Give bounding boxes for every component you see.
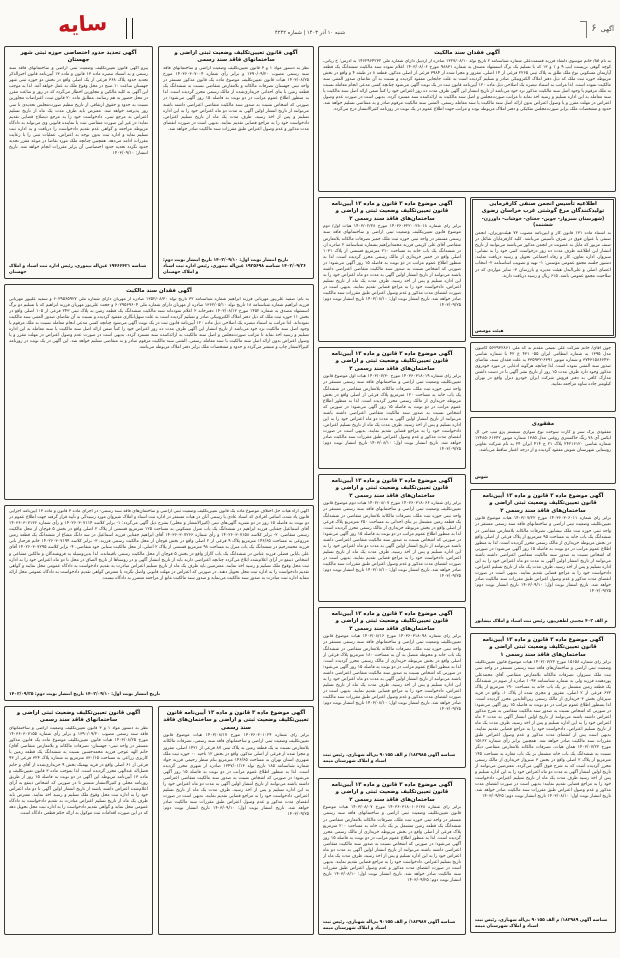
page-number: ۶: [591, 23, 597, 34]
ad-body: پیرو آگهی قانون تعیین‌تکلیف وضعیت ثبتی اراضی و ساختمانهای فاقد سند رسمی و به استناد تبصره ماده ۱۳ قانون و ماده ۱۳ آیین‌نامه قانون اخیرالذکر تحدید حدود پلاک ۳۶۸ فرعی از یک اصلی واقع در بخش دو حوزه ثبتی شهر جهستان ساعت ۱۰ صبح در محل وقوع ملک به عمل خواهد آمد. لذا به موجب این آگهی به کلیه مالکین و مجاورین اخطار می‌گردد که در روز و ساعت مقرر در محل حضور به هم رسانند. مطابق ماده ۲۰ قانون ثبت، اعتراضات مجاورین نسبت به حدود و حقوق ارتفاقی از تاریخ تنظیم صورت‌مجلس تحدیدی تا سی روز پذیرفته خواهد شد. معترض باید ظرف مدت یک ماه از تاریخ تسلیم اعتراض به مرجع ثبتی، دادخواست خود را به مرجع ذیصلاح قضایی تقدیم نماید؛ در غیر این صورت متقاضی ثبت یا نماینده قانونی وی می‌تواند به دادگاه مربوطه مراجعه و گواهی عدم تقدیم دادخواست را دریافت و به اداره ثبت تسلیم نماید و اداره ثبت بدون توجه به اعتراض، عملیات ثبتی را با رعایت مقررات ادامه می‌دهد. همچنین چنانچه ملک مورد تقاضا در موعد مقرر تحدید حدود نگردد تحدید حدود اختصاصی آن برابر مقررات انجام خواهد شد. تاریخ انتشار: ۱۴۰۳/۰۹/۱۰: [9, 66, 148, 157]
ad-title: آگهی قانون تعیین‌تکلیف وضعیت ثبتی اراضی و ساختمانهای فاقد سند رسمی: [174, 50, 298, 64]
ad-signature: هیئت موسس: [475, 329, 504, 335]
ad-title: مفقودی: [531, 421, 555, 427]
ad-title: آگهی موضوع ماده ۳ قانون و ماده ۱۳ آیین‌نامه قانون تعیین‌تکلیف وضعیت ثبتی و اراضی و ساختمان‌های فاقد سند رسمی ۲: [331, 351, 453, 372]
ad-body: به نام آقا/ خانم موسوی دلشاد فرزند قسمت‌علی شماره شناسنامه ۲ تاریخ تولد ۱۳۲۷/۰۸/۱۰ صادره از اردبیل دارای شماره ملی ۱۴۶۲۹۶۴۲۳۲ به آدرس: خ زیاتی، کوچه گوهر، بن‌بست ایپ ۹ و ۱ و ۱۳ که با تسلیم یک برگ استشهاد مصدق به شماره ۹۸۸۳۱ مورخ ۱۴۰۳/۰۸/۰۶ اعلام نموده سند مالکیت ششدانگ یک قطعه آپارتمان مسکونی نوع ملک طلق به پلاک ثبتی ۲۲۶۵ فرعی از ۱۴ اصلی، مفروز و مجزا شده از ۳۹۸۴ فرعی از اصلی مذکور، قطعه ۸ در طبقه ۴ و واقع در بخش مربوطه حوزه ثبت ملک که ذیل دفتر املاک الکترونیکی صادر و تسلیم گردیده است به علت جابجایی مفقود گردیده و نسبت به آن تقاضای صدور المثنی سند مالکیت نموده است. لذا مراتب به استناد تبصره یک اصلاحی ذیل ماده ۱۲۰ آیین‌نامه قانون ثبت در یک نوبت آگهی می‌شود چنانچه کسی مدعی انجام معامله نسبت به ملک مرقوم یا وجود اصل سند مالکیت مذکور نزد خود می‌باشد از تاریخ انتشار این آگهی ظرف مدت ده روز اعتراض خود را کتباً ضمن ارائه اصل سند مالکیت یا سند معامله به این اداره تسلیم و رسید اخذ نماید تا مراتب صورت‌مجلس و اصل سند مالکیت به ارائه‌کننده سند مسترد گردد. بدیهی است در صورت عدم وصول اعتراض در مهلت مقرر و یا وصول اعتراض بدون ارائه اصل سند مالکیت یا سند معامله رسمی، المثنی سند مالکیت مرقوم صادر و به متقاضی تسلیم خواهد شد. حدود و مشخصات ملک برابر صورت‌مجلس تفکیکی و دفتر املاک مربوطه بوده و مراتب جهت اطلاع عموم در یک نوبت در روزنامه کثیرالانتشار درج می‌گردد.: [323, 58, 611, 113]
ad-body: چون آقای/ خانم شرکت علی نعیمی مقدم به کد ملی ۵۶۲۹۳۲۸۶۱ کامیون مدل ۱۳۹۵ به شماره انتظامی ایران ۵۵- ۴۳۱ ع ۴۲ با شماره شاسی ۳۷۴۳۱۵۸۶۶۴۳۰ و شماره موتور ۶۳۹۱-۳۳۵۹۳۲ به علت فقدان سند، تقاضای صدور سند المثنی نموده است. لذا چنانچه هرگونه ادعایی در مورد خودروی مذکور وجود دارد ظرف مدت ۱۵ روز از تاریخ نشر آگهی با در دست داشتن مدارک کافی به دفتر فروش شرکت ایران خودرو دیزل واقع در تهران کیلومتر جاده ساوه مراجعه نمایید.: [475, 346, 611, 388]
ad-title: آگهی تحدید حدود اختصاصی حوزه ثبتی شهر جهستان: [20, 50, 137, 64]
ad-title: اطلاعیه تأسیس انجمن صنفی کارفرمایی تولیدکنندگان مرغ گوشتی غرب خراسان رضوی: [481, 201, 605, 215]
section-label: آگهی: [600, 25, 614, 33]
ad-association-founding-notice: [470, 197, 616, 338]
ad-body: برابر رأی شماره ۱۴۰۳۶۰۳۱۸۰۱۰۶۱۳۸ مورخ ۱۴۰۳/۰۸/۰۷ هیات موضوع قانون تعیین‌تکلیف وضعیت ثبتی اراضی و ساختمانهای فاقد سند رسمی مستقر در واحد ثبتی حوزه ثبت ملک، تصرفات مالکانه بلامعارض متقاضی در ششدانگ یک قطعه زمین مشتمل بر یک باب خانه به مساحت ۲۰۰ مترمربع پلاک فرعی از اصلی واقع در بخش مربوطه خریداری از مالک رسمی محرز گردیده است. لذا به منظور اطلاع عموم مراتب در دو نوبت به فاصله ۱۵ روز آگهی می‌شود؛ در صورتی که اشخاص نسبت به صدور سند مالکیت متقاضی اعتراضی داشته باشند می‌توانند از تاریخ انتشار اولین آگهی به مدت دو ماه اعتراض خود را به این اداره تسلیم و پس از اخذ رسید، ظرف مدت یک ماه از تاریخ تسلیم اعتراض، دادخواست خود را به مراجع قضایی تقدیم نمایند. بدیهی است در صورت انقضای مدت مذکور و عدم وصول اعتراض طبق مقررات سند مالکیت صادر خواهد شد. تاریخ انتشار نوبت اول: ۱۴۰۳/۰۸/۱۰ تاریخ انتشار نوبت دوم: ۱۴۰۳/۰۹/۲۵: [323, 805, 461, 884]
ad-dispute-board-verdicts: [4, 505, 314, 701]
ad-article3-5: [318, 778, 466, 935]
ad-title: آگهی موضوع ماده ۳ قانون و ماده ۱۳ آیین‌نامه قانون تعیین‌تکلیف وضعیت ثبتی و اراضی و ساختمان‌های فاقد سند رسمی ۲: [331, 611, 453, 632]
ad-signature: شناسه آگهی ۱۸۳۹۸۹/ م الف ۹۰۱۵۵ بی‌اله شهبازی، رئیس ثبت اسناد و املاک شهرستان میمه: [475, 918, 608, 930]
ad-signature: شناسه آگهی ۱۸۳۹۸۷/ م الف ۹۰۱۵۵ بی‌اله شهبازی، رئیس ثبت اسناد و املاک شهرستان میمه: [323, 920, 456, 932]
ad-lost-deed-wide: [318, 46, 616, 192]
ad-signature: شناسه ۱۹۴۶۶۴۳۱ عین‌اله تیموری، رئیس اداره ثبت اسناد و املاک جهستان: [9, 264, 147, 276]
ad-body: نظر به دستور مواد ۱ و ۳ قانون تعیین‌تکلیف وضعیت اراضی و ساختمانهای فاقد سند رسمی مصوب ۱۳۹۰/۰۹/۲۰ و برابر رأی شماره ۱۴۰۳۶۰۳۰۷۰۰۴ مورخ ۱۴۰۳/۰۸/۲۵ هیات قانون تعیین‌تکلیف موضوع ماده یک قانون مذکور مستقر در واحد ثبتی جهستان تصرفات مالکانه و بلامعارض متقاضی نسبت به ششدانگ یک قطعه زمین با بنای احداثی خریداری‌شده از مالک رسمی محرز گردیده است. لذا به منظور اطلاع عموم مراتب در دو نوبت به فاصله ۱۵ روز آگهی می‌شود؛ در صورتی که اشخاص نسبت به صدور سند مالکیت متقاضی اعتراضی داشته باشند می‌توانند از تاریخ انتشار اولین آگهی به مدت دو ماه اعتراض خود را به این اداره تسلیم و پس از اخذ رسید، ظرف مدت یک ماه از تاریخ تسلیم اعتراض، دادخواست خود را به مراجع قضایی تقدیم نمایند. بدیهی است در صورت انقضای مدت مذکور و عدم وصول اعتراض طبق مقررات سند مالکیت صادر خواهد شد.: [163, 66, 309, 132]
ad-title: آگهی موضوع ماده ۳ قانون و ماده ۱۳ آیین‌نامه قانون تعیین‌تکلیف وضعیت ثبتی و اراضی و ساختمان‌های فاقد سند رسمی ۲: [331, 782, 453, 803]
date-line: شنبه ۱۰ آذر ۱۴۰۳ | شماره ۴۲۴۲: [274, 30, 346, 36]
ad-signature: تاریخ انتشار نوبت اول: ۱۴۰۳/۰۹/۱۰ تاریخ انتشار نوبت دوم: ۱۴۰۳/۰۹/۲۶ شناسه ۱۹۳۵۶۹۸ عین‌اله تیموری، رئیس اداره ثبت اسناد و املاک جهستان: [163, 258, 306, 276]
ad-title: آگهی موضوع ماده ۳ قانون و ماده ۱۳ آیین‌نامه قانون تعیین‌تکلیف وضعیت ثبتی و اراضی و ساختمان‌های فاقد سند رسمی ۲: [331, 201, 453, 222]
ad-subtitle: (شهرستان سبزوار- جوین- جغتای- خوشاب- داورزن- ششتمد): [481, 217, 605, 229]
ad-body: برابر رأی شماره ۱۵۱۵۸ مورخ ۱۴۰۳/۰۷/۲۲ هیات موضوع قانون تعیین‌تکلیف وضعیت ثبتی اراضی و ساختمان‌های فاقد سند رسمی مستقر در واحد ثبتی ثبت ملک سبزوار، تصرفات مالکانه بلامعارض متقاضی آقای محمدعلی پوردهنده فرزند ولی به شماره شناسنامه ۱۰۹۳ صادره از صوم در ششدانگ یک قطعه زمین مشتمل بر یک باب خانه به مساحت ۱۹۰ مترمربع از پلاک ۶۳۲ فرعی از ۲ اصلی، مفروز و مجزی شده از پلاک ۱، واقع در قریه سیرغان بخش ۳ خریداری از مالک رسمی زین‌العابدین محرز گردیده است. لذا بمنظور اطلاع عموم مراتب در دو نوبت به فاصله ۱۵ روز آگهی می‌شود؛ در صورتی که اشخاص نسبت به صدور سند مالکیت متقاضی به شرح مذکور اعتراض داشته باشند می‌توانند از تاریخ اولین انتشار آگهی به مدت ۲ ماه اعتراض خود را به این اداره تسلیم و پس از اخذ رسید، ظرف مدت یک ماه از تاریخ تسلیم اعتراض، دادخواست خود را به مراجع قضایی تقدیم نمایند. بدیهی است پس از انقضای مدت مذکور و عدم وصول اعتراض طبق مقررات سند مالکیت صادر خواهد شد. همچنین برابر رأی شماره ۱۵۱۶۲ مورخ ۱۴۰۳/۰۷/۲۲ همان هیات، تصرفات مالکانه بلامعارض متقاضی دیگر نسبت به ششدانگ یک باب خانه مشتمل بر یک باب مغازه به مساحت ۱۴۵ مترمربع از پلاک ۲ اصلی واقع در بخش ۳ سبزوار خریداری از مالک رسمی محرز گردیده است که به شرح فوق آگهی می‌گردد. معترضین می‌توانند از تاریخ اولین انتشار آگهی به مدت دو ماه اعتراض خود را به این اداره تسلیم و پس از اخذ رسید ظرف مدت یک ماه از تاریخ تسلیم اعتراض، دادخواست خود را به مراجع قضایی تقدیم نمایند؛ بدیهی است در صورت انقضای مدت مذکور و عدم وصول اعتراض طبق مقررات سند مالکیت صادر خواهد شد. تاریخ انتشار نوبت اول: ۱۴۰۳/۰۸/۱۰ تاریخ انتشار نوبت دوم: ۱۴۰۳/۰۹/۲۵: [475, 660, 611, 800]
ad-vehicle-duplicate-document: [470, 342, 616, 412]
ad-article3-2: [318, 347, 466, 469]
ad-city-label: شوش: [475, 475, 488, 481]
ad-body: به نام: صفیه علی‌پور مهربانی فرزند ابراهیم شماره شناسنامه ۳۲ تاریخ تولد ۱۳۵۲/۰۸/۳۰ صادره از مهربان دارای شماره ملی ۶۰۲۹۵۶۵۹۲۷ و سمیه علیپور مهربانی فرزند ابراهیم شماره شناسنامه ۱۸ تاریخ تولد ۱۳۶۲/۰۵/۱۰ صادره از مهربان دارای شماره ملی ۶۰۲۹۵۶۹۶۰۴ و حجت علی‌پور مهربان فرزند ابراهیم که با تسلیم دو برگ استشهاد مصدق به شماره ۱۴۵۲ مورخ ۱۴۰۳/۰۸/۱۲ دفترخانه ۲ اعلام نموده‌اند سند مالکیت ششدانگ یک قطعه زمین به پلاک ثبتی ۲۴۳ فرعی از ۱۰۵ اصلی واقع در بخش ۱۱ حوزه ثبت ملک که ذیل دفتر املاک الکترونیکی صادر و تسلیم گردیده است به علت سهل‌انگاری مفقود گردیده و نسبت به آن تقاضای صدور المثنی سند مالکیت نموده‌اند. لذا مراتب به استناد تبصره یک اصلاحی ذیل ماده ۱۲۰ آیین‌نامه قانون ثبت در یک نوبت آگهی می‌شود چنانچه کسی مدعی انجام معامله نسبت به ملک مرقوم یا وجود اصل سند مالکیت نزد خود می‌باشد از تاریخ انتشار این آگهی ظرف مدت ده روز اعتراض خود را کتباً ضمن ارائه اصل سند مالکیت یا سند معامله به این اداره تسلیم و رسید اخذ نماید تا مراتب صورت‌مجلس و اصل سند مالکیت به ارائه‌کننده سند مسترد گردد. بدیهی است در صورت عدم وصول اعتراض در مهلت مقرر و یا وصول اعتراض بدون ارائه اصل سند مالکیت یا سند معامله رسمی، المثنی سند مالکیت مرقوم صادر و به متقاضی تسلیم خواهد شد. این آگهی در یک نوبت در روزنامه کثیرالانتشار چاپ و منتشر می‌گردد و حدود و مشخصات ملک برابر دفتر املاک مربوطه می‌باشد.: [9, 296, 309, 351]
ad-body: به استناد ماده ۱۳۱ قانون کار و آیین‌نامه مصوب ۷۳ هیئت‌وزیران، انجمن صنفی با عنوان فوق در شرف تأسیس می‌باشد. کلیه کارفرمایان شاغل در صنف مزبور که مایل به عضویت در انجمن مذکور می‌باشند می‌توانند از تاریخ انتشار این اطلاعیه ظرف مدت ده روز درخواست کتبی خود را به نشانی: سبزوار، اداره تعاون، کار و رفاه اجتماعی تحویل و رسید دریافت نمایند. دستور جلسه مجمع عمومی مؤسس: ۱- تهیه و تصویب اساسنامه ۲- انتخاب اعضای اصلی و علی‌البدل هیئت مدیره و بازرسان ۳- سایر مواردی که در صلاحیت مجمع عمومی باشد. ۶۱۵ ریال و رسید دریافت دارند.: [475, 231, 611, 279]
ad-body: برابر رأی شماره ۱۴۰۳۶۰۳۱۸۰۶۶ مورخ ۱۴۰۳/۰۸/۰۷ هیات دوم موضوع قانون تعیین‌تکلیف وضعیت ثبتی اراضی و ساختمانهای فاقد سند رسمی مستقر در واحد ثبتی حوزه ثبت ملک، تصرفات مالکانه بلامعارض متقاضی در ششدانگ یک قطعه زمین مشتمل بر بنای احداثی به مساحت ۲۵۰ مترمربع پلاک فرعی از اصلی واقع در بخش مربوطه خریداری از مالک رسمی محرز گردیده است. لذا به منظور اطلاع عموم مراتب در دو نوبت به فاصله ۱۵ روز آگهی می‌شود؛ در صورتی که اشخاص نسبت به صدور سند مالکیت متقاضی اعتراضی داشته باشند می‌توانند از تاریخ انتشار اولین آگهی به مدت دو ماه اعتراض خود را به این اداره تسلیم و پس از اخذ رسید، ظرف مدت یک ماه از تاریخ تسلیم اعتراض، دادخواست خود را به مراجع قضایی تقدیم نمایند. بدیهی است در صورت انقضای مدت مذکور و عدم وصول اعتراض طبق مقررات سند مالکیت صادر خواهد شد. تاریخ انتشار نوبت اول: ۱۴۰۳/۰۸/۱۰ تاریخ انتشار نوبت دوم: ۱۴۰۳/۰۹/۲۵: [323, 501, 461, 580]
ad-signature: شناسه آگهی ۱۸۳۹۸۵/ م الف ۹۰۱۵۵ بی‌اله شهبازی، رئیس ثبت اسناد و املاک شهرستان میمه: [323, 753, 456, 765]
logo-bars-icon: [126, 18, 133, 39]
ad-land-status-law: [158, 46, 314, 279]
ad-lost-deed-left-wide: [4, 284, 314, 500]
ad-title: آگهی قانون تعیین‌تکلیف وضعیت ثبتی اراضی و ساختمانهای فاقد سند رسمی: [16, 710, 141, 724]
ad-article3-1: [318, 197, 466, 342]
ad-article3-neyshabur: [470, 489, 616, 628]
page-header: [0, 0, 620, 44]
ad-signature: م الف ۴۰۲ مجتبی لطفی‌پور، رئیس ثبت اسناد و املاک نیشابور: [475, 619, 608, 625]
newspaper-logo: سایه: [57, 10, 108, 38]
ad-body: نظر به دستور مواد ۱ و ۳ قانون تعیین‌تکلیف وضعیت اراضی و ساختمانهای فاقد سند رسمی مصوب ۱۳۹۰/۰۹/۲۰ و برابر رأی شماره ۱۴۰۳۶۰۳۰۷۱۵۵ مورخ ۱۴۰۳/۰۸/۲۵ هیات قانون تعیین‌تکلیف موضوع ماده یک قانون مذکور مستقر در واحد ثبتی- جهستان- تصرفات مالکانه و بلامعارض متقاضی آقای/ خانم الهه عوجی فرزند محمدحسین نسبت به ششدانگ یک قطعه زمین با کاربری زراعی به مساحت ۸۳۰/۱۵ مترمربع به شماره پلاک ۳۲۴ فرعی از ۹۳ فرعی از ۶۱ اصلی واقع در قریه بهمنک بخش ۹ خریداری‌شده از آقای و خانم فضل‌اله عبدالهی محرز گردیده است. لذا بموجب ماده ۳ قانون تعیین‌تکلیف و ماده ۱۳ آیین‌نامه مربوطه این آگهی در دو نوبت به فاصله ۱۵ روز از طریق روزنامه محلی و کثیرالانتشار منتشر تا در صورتی که اشخاص ذینفع به آرای اعلام‌شده اعتراض داشته باشند از تاریخ انتشار اولین آگهی تا دو ماه اعتراض خود را به اداره ثبت محل وقوع ملک تسلیم و رسید اخذ نمایند. معترض باید ظرف یک ماه از تاریخ تسلیم اعتراض مبادرت به تقدیم دادخواست به دادگاه عمومی محل نماید و گواهی تقدیم دادخواست را به اداره ثبت محل تحویل دهد که در این صورت اقدامات ثبت موکول به ارائه حکم قطعی دادگاه است.: [9, 726, 148, 817]
ad-title: آگهی موضوع ماده ۳ قانون و ماده ۱۳ آیین‌نامه قانون تعیین‌تکلیف وضعیت ثبتی اراضی و ساختمان‌های فاقد سند رسمی ۱: [482, 637, 604, 658]
ad-body: برابر رأی شماره ۱۴۰۳۶۰۳۱۸۰۹۸ مورخ ۱۴۰۳/۰۸/۱۶ هیات موضوع قانون تعیین‌تکلیف وضعیت ثبتی اراضی و ساختمانهای فاقد سند رسمی مستقر در واحد ثبتی حوزه ثبت ملک، تصرفات مالکانه بلامعارض متقاضی در ششدانگ یک باب خانه و محوطه متصل به آن به مساحت ۱۸۰ مترمربع پلاک فرعی از اصلی واقع در بخش مربوطه خریداری از مالک رسمی محرز گردیده است. لذا به منظور اطلاع عموم مراتب در دو نوبت به فاصله ۱۵ روز آگهی می‌شود؛ در صورتی که اشخاص نسبت به صدور سند مالکیت متقاضی اعتراضی داشته باشند می‌توانند از تاریخ انتشار اولین آگهی به مدت دو ماه اعتراض خود را به این اداره تسلیم و پس از اخذ رسید، ظرف مدت یک ماه از تاریخ تسلیم اعتراض، دادخواست خود را به مراجع قضایی تقدیم نمایند. بدیهی است در صورت انقضای مدت مذکور و عدم وصول اعتراض طبق مقررات سند مالکیت صادر خواهد شد. تاریخ انتشار نوبت اول: ۱۴۰۳/۰۸/۱۰ تاریخ انتشار نوبت دوم: ۱۴۰۳/۰۹/۲۵: [323, 634, 461, 713]
ad-title: آگهی فقدان سند مالکیت: [434, 50, 500, 56]
ad-article3-sabzevar-long: [470, 633, 616, 933]
ad-body: مفقودی برگ سبز و کارت سوخت نوع سواری سیستم پژو تیپ جی ال ایکس آی ۷۸ رنگ خاکستری روغنی مدل ۱۳۸۵ شماره موتور ۱۲۴۸۵۰۶۱۳۴۲ شماره شاسی ۲۴۲۱۶۱۲۰ پلاک ۲۱ ج ۴۱۴ ایران ۲۴ به نام شرکت تعاونی روستایی شهرستان شوش مفقود گردیده و از درجه اعتبار ساقط می‌باشد.: [475, 429, 611, 454]
ad-publish-dates: تاریخ انتشار نوبت اول: ۱۴۰۳/۰۹/۱۰ تاریخ انتشار نوبت دوم: ۱۴۰۳/۰۹/۲۵: [9, 692, 161, 698]
ad-article3-3: [318, 474, 466, 602]
ad-article3-shahrerey: [158, 706, 314, 935]
ad-body: برابر رأی شماره ۱۴۰۳۶۰۳۰۱۰۲۴ مورخ ۱۴۰۳/۰۸/۱۷ هیات موضوع قانون تعیین‌تکلیف وضعیت ثبتی اراضی و ساختمانهای فاقد سند رسمی، تصرفات مالکانه بلامعارض نسبت به یک قطعه زمین به پلاک ثبتی ۸۷ فرعی از ۱۴۲۱ اصلی، مفروز و مجزا شده از فرعی از اصلی مذکور، واقع در بخش ۱۲ ناحیه ۰۰ حوزه ثبت ملک شهرری استان تهران به مساحت ۱۴۶/۶۵ مترمربع بنام منظر رحیمی فرزند جواد شماره شناسنامه ۱۸۵ تاریخ تولد ۱۳۴۷/۰۱/۱۳ صادره از شهری محرز گردیده است. لذا به منظور اطلاع عموم مراتب در دو نوبت به فاصله ۱۵ روز آگهی می‌شود؛ در صورتی که اشخاص نسبت به صدور سند مالکیت متقاضی اعتراضی داشته باشند می‌توانند از تاریخ انتشار اولین آگهی به مدت دو ماه اعتراض خود را به این اداره تسلیم و پس از اخذ رسید، ظرف مدت یک ماه از تاریخ تسلیم اعتراض، دادخواست خود را به مراجع قضایی تقدیم نمایند. بدیهی است در صورت انقضای مدت مذکور و عدم وصول اعتراض طبق مقررات سند مالکیت صادر خواهد شد. تاریخ انتشار نوبت اول: ۱۴۰۳/۰۹/۱۰ تاریخ انتشار نوبت دوم: ۱۴۰۳/۰۹/۲۵: [163, 733, 309, 818]
ad-lost-vehicle-papers: [470, 417, 616, 484]
ad-title: آگهی فقدان سند مالکیت: [126, 288, 192, 294]
ad-body: آگهی آراء هیات حل اختلاف موضوع ماده یک قانون تعیین‌تکلیف وضعیت ثبتی اراضی و ساختمان‌های فاقد سند رسمی- در اجرای ماده ۳ قانون و ماده ۱۳ آیین‌نامه اجرایی قانون یاد شده، اسامی افرادی که اسناد عادی یا رسمی آنان در هیات مستقر در اداره ثبت اسناد و املاک شیروان مورد رسیدگی و تأیید قرار گرفته جهت اطلاع عموم در دو نوبت به فاصله ۱۵ روز در دو نشریه آگهی‌های ثبتی (کثیرالانتشار و محلی) بشرح ذیل آگهی می‌گردد: ۱- برابر کلاسه ۱۴۰۲۶۰۳۰۷۱۱۴ و رأی شماره ۱۴۰۳۶۰۳۰۷۱۳۶ آقای اسماعیل جفتایی فرزند ابراهیم در ششدانگ یک باب منزل مسکونی به مساحت ۱۲۵ مترمربع قسمتی از پلاک ۲ اصلی واقع در بخش ۵ قوچان از محل مالکیت رسمی متقاضی. ۲- برابر کلاسه ۱۴۰۲۶۰۳۰۷۱۵۸ و رأی شماره ۱۴۰۳۶۰۳۰۷۲۶۶ آقای ابراهیم جفتایی فرزند اسماعیل در سه دانگ مشاع از ششدانگ یک قطعه زمین مزروعی به مساحت ۱۴۶/۶۵ مترمربع پلاک ۹ فرعی از ۲ اصلی واقع در بخش قوچان از محل مالکیت رسمی فرزند. ۳- برابر کلاسه ۱۴۰۲۶۰۳۰۷۱۹۴ خانم فرحناز بانی فرزند محمدرحیم در ششدانگ یک باب منزل به مساحت ۹۸ مترمربع قسمتی از پلاک ۲ اصلی، از محل مالکیت ستایی خود متقاضی. ۴- برابر کلاسه ۱۴۰۲۶۰۳۰۷۲۹۵ آقای علی بابایی فضلی فرزند عباس در ششدانگ یک باب گاراژ واقع در بخش ۵ قوچان از محل مالکیت رسمی باقیمانده. لذا بدین‌وسیله به فروشندگان و مالکین مشاعی و اشخاص ذینفع در آرای اعلام‌شده ابلاغ می‌گردد چنانچه اعتراضی دارند باید از تاریخ انتشار آگهی و در روستاها از تاریخ الصاق در محل تا دو ماه اعتراض خود را به اداره ثبت محل وقوع ملک تسلیم و رسید اخذ نمایند. معترضین باید ظرف یک ماه از تاریخ تسلیم اعتراض مبادرت به تقدیم دادخواست به دادگاه عمومی محل نمایند و گواهی تقدیم دادخواست را به اداره ثبت محل تحویل دهند. در صورتی که اعتراض در مهلت قانونی واصل نگردد یا معترض گواهی تقدیم دادخواست به دادگاه عمومی محل ارائه ننماید اداره ثبت مبادرت به صدور سند مالکیت می‌نماید و صدور سند مالکیت مانع از مراجعه متضرر به دادگاه نیست.: [9, 509, 309, 581]
ad-title: آگهی موضوع ماده ۳ قانون و ماده ۱۳ آیین‌نامه قانون تعیین‌تکلیف وضعیت ثبتی و اراضی و ساختمان‌های فاقد سند رسمی ۲: [331, 478, 453, 499]
ad-land-status-law-bottom: [4, 706, 153, 935]
ad-article3-4: [318, 607, 466, 768]
ad-body: برابر رأی شماره ۱۴۰۳۶۰۳۲۲۰۰۲۸۰۱۸ مورخ ۱۴۰۳/۰۲/۲۸ هیات اول/ دوم موضوع قانون تعیین‌تکلیف وضعیت ثبتی اراضی و ساختمانهای فاقد سند رسمی مستقر در واحد ثبتی حوزه ثبت ملک خمیر تصرفات مالکانه بلامعارض متقاضی آقای علی کریمی فرزند محمدابراهیم بشماره شناسنامه ۲ صادره از، در ششدانگ یک باب خانه به مساحت ۲۱۰ مترمربع قسمتی از پلاک ۱۰۳۱ اصلی واقع در خمیر خریداری از مالک رسمی محرز گردیده است. لذا به منظور اطلاع عموم مراتب در دو نوبت به فاصله ۱۵ روز آگهی می‌شود؛ در صورتی که اشخاص نسبت به صدور سند مالکیت متقاضی اعتراضی داشته باشند می‌توانند از تاریخ انتشار اولین آگهی به مدت دو ماه اعتراض خود را به این اداره تسلیم و پس از اخذ رسید، ظرف مدت یک ماه از تاریخ تسلیم اعتراض، دادخواست خود را به مراجع قضایی تقدیم نمایند. بدیهی است در صورت انقضای مدت مذکور و عدم وصول اعتراض طبق مقررات سند مالکیت صادر خواهد شد. تاریخ انتشار نوبت اول: ۱۴۰۳/۰۸/۱۰ تاریخ انتشار نوبت دوم: ۱۴۰۳/۰۹/۲۵: [323, 224, 461, 309]
ad-body: برابر رأی شماره ۱۴۰۳۶۰۳۱۸۰۱۹ مورخ ۱۴۰۳/۰۷/۳۰ هیات اول موضوع قانون تعیین‌تکلیف وضعیت ثبتی اراضی و ساختمانهای فاقد سند رسمی مستقر در واحد ثبتی حوزه ثبت ملک، تصرفات مالکانه بلامعارض متقاضی در ششدانگ یک باب خانه به مساحت ۱۲۰ مترمربع پلاک فرعی از اصلی واقع در بخش مربوطه خریداری از مالک رسمی محرز گردیده است. لذا به منظور اطلاع عموم مراتب در دو نوبت به فاصله ۱۵ روز آگهی می‌شود؛ در صورتی که اشخاص نسبت به صدور سند مالکیت متقاضی اعتراضی داشته باشند می‌توانند از تاریخ انتشار اولین آگهی به مدت دو ماه اعتراض خود را به این اداره تسلیم و پس از اخذ رسید، ظرف مدت یک ماه از تاریخ تسلیم اعتراض، دادخواست خود را به مراجع قضایی تقدیم نمایند. بدیهی است در صورت انقضای مدت مذکور و عدم وصول اعتراض طبق مقررات سند مالکیت صادر خواهد شد. تاریخ انتشار نوبت اول: ۱۴۰۳/۰۸/۱۰ تاریخ انتشار نوبت دوم: ۱۴۰۳/۰۹/۲۵: [323, 374, 461, 453]
ad-body: برابر رأی شماره ۱۴۰۳۶۰۳۰۶۰۱۱ مورخ ۱۴۰۳/۰۷/۲۲ هیات موضوع قانون تعیین‌تکلیف وضعیت ثبتی اراضی و ساختمانهای فاقد سند رسمی مستقر در واحد ثبتی حوزه ثبت ملک نیشابور، تصرفات مالکانه بلامعارض متقاضی در ششدانگ یک باب خانه به مساحت ۹۵ مترمربع از پلاک فرعی از اصلی واقع در بخش مربوطه خریداری از مالک رسمی محرز گردیده است. لذا به منظور اطلاع عموم مراتب در دو نوبت به فاصله ۱۵ روز آگهی می‌شود؛ در صورتی که اشخاص نسبت به صدور سند مالکیت متقاضی اعتراضی داشته باشند می‌توانند از تاریخ انتشار اولین آگهی به مدت دو ماه اعتراض خود را به این اداره تسلیم و پس از اخذ رسید، ظرف مدت یک ماه از تاریخ تسلیم اعتراض، دادخواست خود را به مراجع قضایی تقدیم نمایند. بدیهی است در صورت انقضای مدت مذکور و عدم وصول اعتراض طبق مقررات سند مالکیت صادر خواهد شد. تاریخ انتشار نوبت اول: ۱۴۰۳/۰۹/۱۰ تاریخ انتشار نوبت دوم: ۱۴۰۳/۰۹/۲۵: [475, 516, 611, 595]
ad-boundary-demarcation: [4, 46, 153, 279]
ad-title: آگهی موضوع ماده ۳ قانون و ماده ۱۳ آیین‌نامه قانون تعیین‌تکلیف وضعیت ثبتی و اراضی و ساختمان‌های فاقد سند رسمی: [163, 710, 309, 731]
ad-title: آگهی موضوع ماده ۳ قانون و ماده ۱۳ آیین‌نامه قانون تعیین‌تکلیف وضعیت ثبتی اراضی و ساختمان‌های فاقد سند رسمی ۲: [482, 493, 604, 514]
